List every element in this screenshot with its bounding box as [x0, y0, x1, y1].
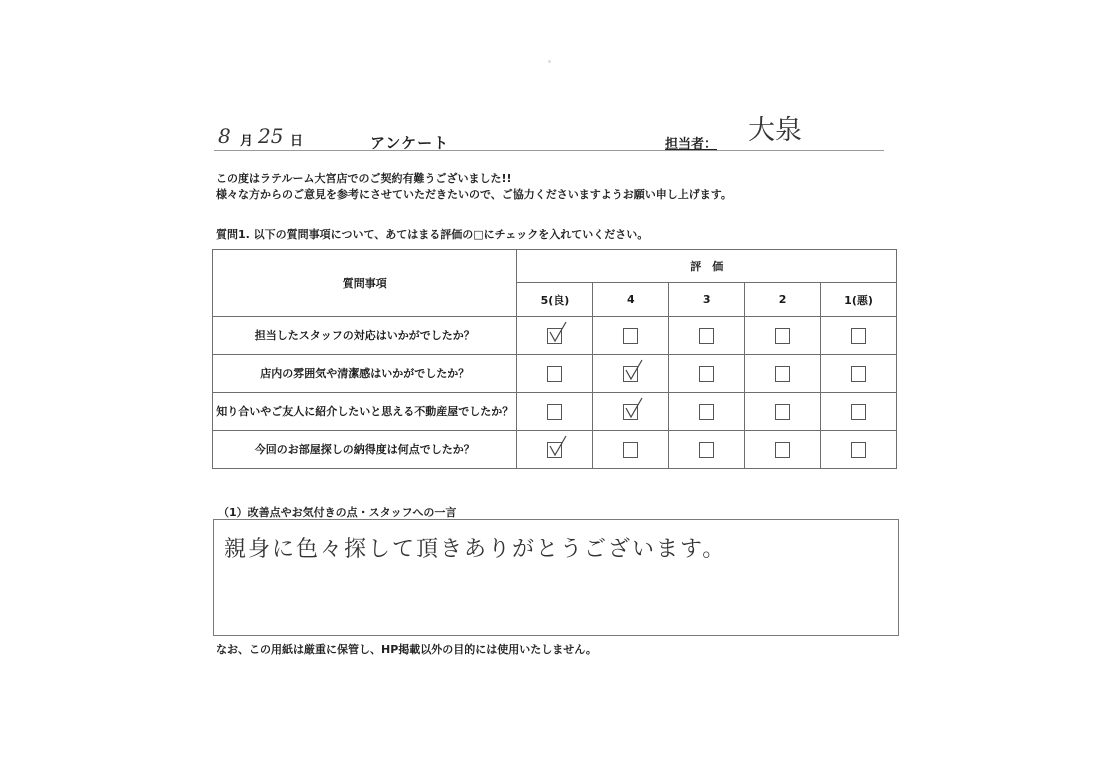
comment-handwritten-text: 親身に色々探して頂きありがとうございます。 — [224, 537, 727, 562]
checkbox[interactable] — [775, 328, 790, 344]
checkbox[interactable] — [547, 366, 562, 382]
checkmark-icon — [548, 321, 568, 343]
checkbox[interactable] — [851, 328, 866, 344]
rating-cell — [593, 393, 669, 431]
rating-2-header: 2 — [745, 283, 821, 317]
table-row — [213, 393, 897, 431]
rating-cell — [669, 393, 745, 431]
rating-cell — [517, 393, 593, 431]
checkbox[interactable] — [775, 404, 790, 420]
date-day-handwritten: 25 — [258, 124, 284, 148]
rating-cell — [593, 431, 669, 469]
checkbox-checked[interactable] — [547, 328, 562, 344]
survey-title: アンケート — [370, 134, 450, 152]
date-month-handwritten: 8 — [218, 124, 231, 148]
privacy-note: なお、この用紙は厳重に保管し、HP掲載以外の目的には使用いたしません。 — [216, 643, 597, 656]
rating-cell — [593, 355, 669, 393]
question-text: 今回のお部屋探しの納得度は何点でしたか？ — [213, 431, 517, 469]
checkbox-checked[interactable] — [547, 442, 562, 458]
staff-name-handwritten: 大泉 — [748, 115, 802, 146]
checkbox[interactable] — [623, 328, 638, 344]
checkbox[interactable] — [851, 366, 866, 382]
checkmark-icon — [624, 397, 644, 419]
checkmark-icon — [548, 435, 568, 457]
checkbox[interactable] — [699, 328, 714, 344]
table-row — [213, 431, 897, 469]
rating-cell — [821, 393, 897, 431]
rating-cell — [517, 355, 593, 393]
question-text: 担当したスタッフの対応はいかがでしたか？ — [213, 317, 517, 355]
rating-1-header: 1(悪) — [821, 283, 897, 317]
rating-cell — [669, 431, 745, 469]
rating-cell — [821, 355, 897, 393]
question-1-instruction: 質問1. 以下の質問事項について、あてはまる評価の□にチェックを入れていください。 — [216, 228, 649, 241]
rating-cell — [745, 317, 821, 355]
question-text: 店内の雰囲気や清潔感はいかがでしたか？ — [213, 355, 517, 393]
checkmark-icon — [624, 359, 644, 381]
comment-label: （1）改善点やお気付きの点・スタッフへの一言 — [218, 506, 457, 519]
table-row — [213, 355, 897, 393]
checkbox-checked[interactable] — [623, 366, 638, 382]
rating-cell — [593, 317, 669, 355]
rating-cell — [669, 317, 745, 355]
checkbox[interactable] — [851, 404, 866, 420]
checkbox[interactable] — [699, 404, 714, 420]
rating-column-header: 評 価 — [517, 250, 897, 283]
date-month-label: 月 — [240, 134, 254, 149]
table-row — [213, 317, 897, 355]
rating-cell — [821, 431, 897, 469]
staff-label: 担当者： — [665, 137, 718, 152]
checkbox-checked[interactable] — [623, 404, 638, 420]
rating-3-header: 3 — [669, 283, 745, 317]
rating-cell — [821, 317, 897, 355]
rating-cell — [745, 355, 821, 393]
rating-4-header: 4 — [593, 283, 669, 317]
question-text: 知り合いやご友人に紹介したいと思える不動産屋でしたか？ — [213, 393, 517, 431]
checkbox[interactable] — [775, 442, 790, 458]
checkbox[interactable] — [851, 442, 866, 458]
rating-cell — [745, 431, 821, 469]
intro-line-2: 様々な方からのご意見を参考にさせていただきたいので、ご協力くださいますようお願い申し上げます。 — [216, 188, 732, 201]
rating-cell — [517, 431, 593, 469]
date-day-label: 日 — [290, 134, 304, 149]
checkbox[interactable] — [775, 366, 790, 382]
scan-speck — [548, 60, 551, 63]
rating-cell — [669, 355, 745, 393]
checkbox[interactable] — [699, 442, 714, 458]
checkbox[interactable] — [699, 366, 714, 382]
rating-cell — [745, 393, 821, 431]
intro-line-1: この度はラテルーム大宮店でのご契約有難うございました!! — [216, 172, 512, 185]
checkbox[interactable] — [547, 404, 562, 420]
rating-table — [212, 249, 897, 469]
rating-cell — [517, 317, 593, 355]
rating-5-header: 5(良) — [517, 283, 593, 317]
question-column-header: 質問事項 — [213, 250, 517, 317]
header-divider — [214, 150, 884, 151]
checkbox[interactable] — [623, 442, 638, 458]
